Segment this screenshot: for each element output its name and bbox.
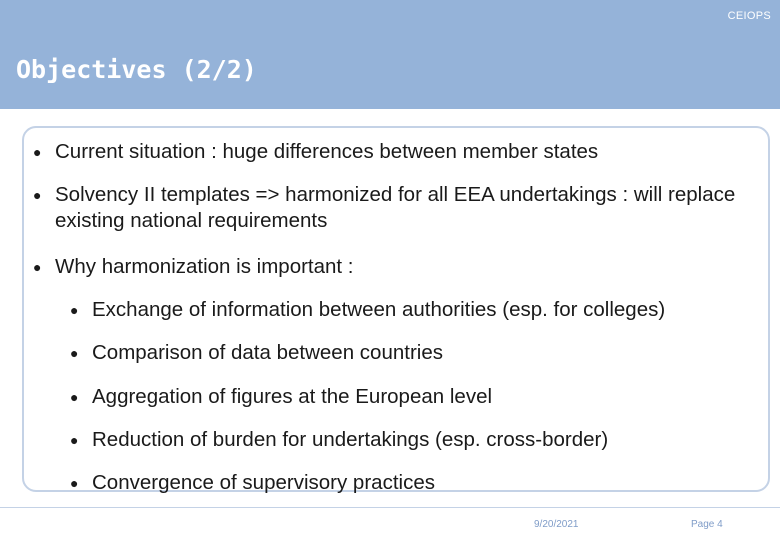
bullet-item xyxy=(33,139,768,165)
bullet-text: Why harmonization is important : xyxy=(55,255,354,278)
sub-bullet-item xyxy=(70,384,770,410)
bullet-dot-icon: ● xyxy=(33,144,42,160)
bullet-item xyxy=(33,182,768,234)
bullet-dot-icon: ● xyxy=(70,475,79,491)
sub-bullet-text: Reduction of burden for undertakings (esp. cross-border) xyxy=(92,428,609,451)
bullet-dot-icon: ● xyxy=(33,187,42,203)
footer-page-number: Page 4 xyxy=(691,519,723,530)
sub-bullet-text: Comparison of data between countries xyxy=(92,341,443,364)
bullet-dot-icon: ● xyxy=(70,302,79,318)
slide-title: Objectives (2/2) xyxy=(16,55,257,84)
sub-bullet-item xyxy=(70,427,770,453)
bullet-text: Current situation : huge differences between member states xyxy=(55,140,599,163)
bullet-text: Solvency II templates => harmonized for all EEA undertakings : will replace existing national requirements xyxy=(55,183,736,232)
bullet-dot-icon: ● xyxy=(70,389,79,405)
sub-bullet-item xyxy=(70,470,770,496)
sub-bullet-item xyxy=(70,340,770,366)
bullet-dot-icon: ● xyxy=(70,345,79,361)
sub-bullet-item xyxy=(70,297,770,323)
header-bar xyxy=(0,0,780,109)
footer-divider xyxy=(0,507,780,508)
bullet-dot-icon: ● xyxy=(70,432,79,448)
sub-bullet-text: Convergence of supervisory practices xyxy=(92,471,435,494)
sub-bullet-text: Exchange of information between authorities (esp. for colleges) xyxy=(92,298,666,321)
footer-date: 9/20/2021 xyxy=(534,519,579,530)
org-label: CEIOPS xyxy=(727,10,771,22)
sub-bullet-text: Aggregation of figures at the European level xyxy=(92,385,493,408)
bullet-item xyxy=(33,254,768,280)
bullet-dot-icon: ● xyxy=(33,259,42,275)
